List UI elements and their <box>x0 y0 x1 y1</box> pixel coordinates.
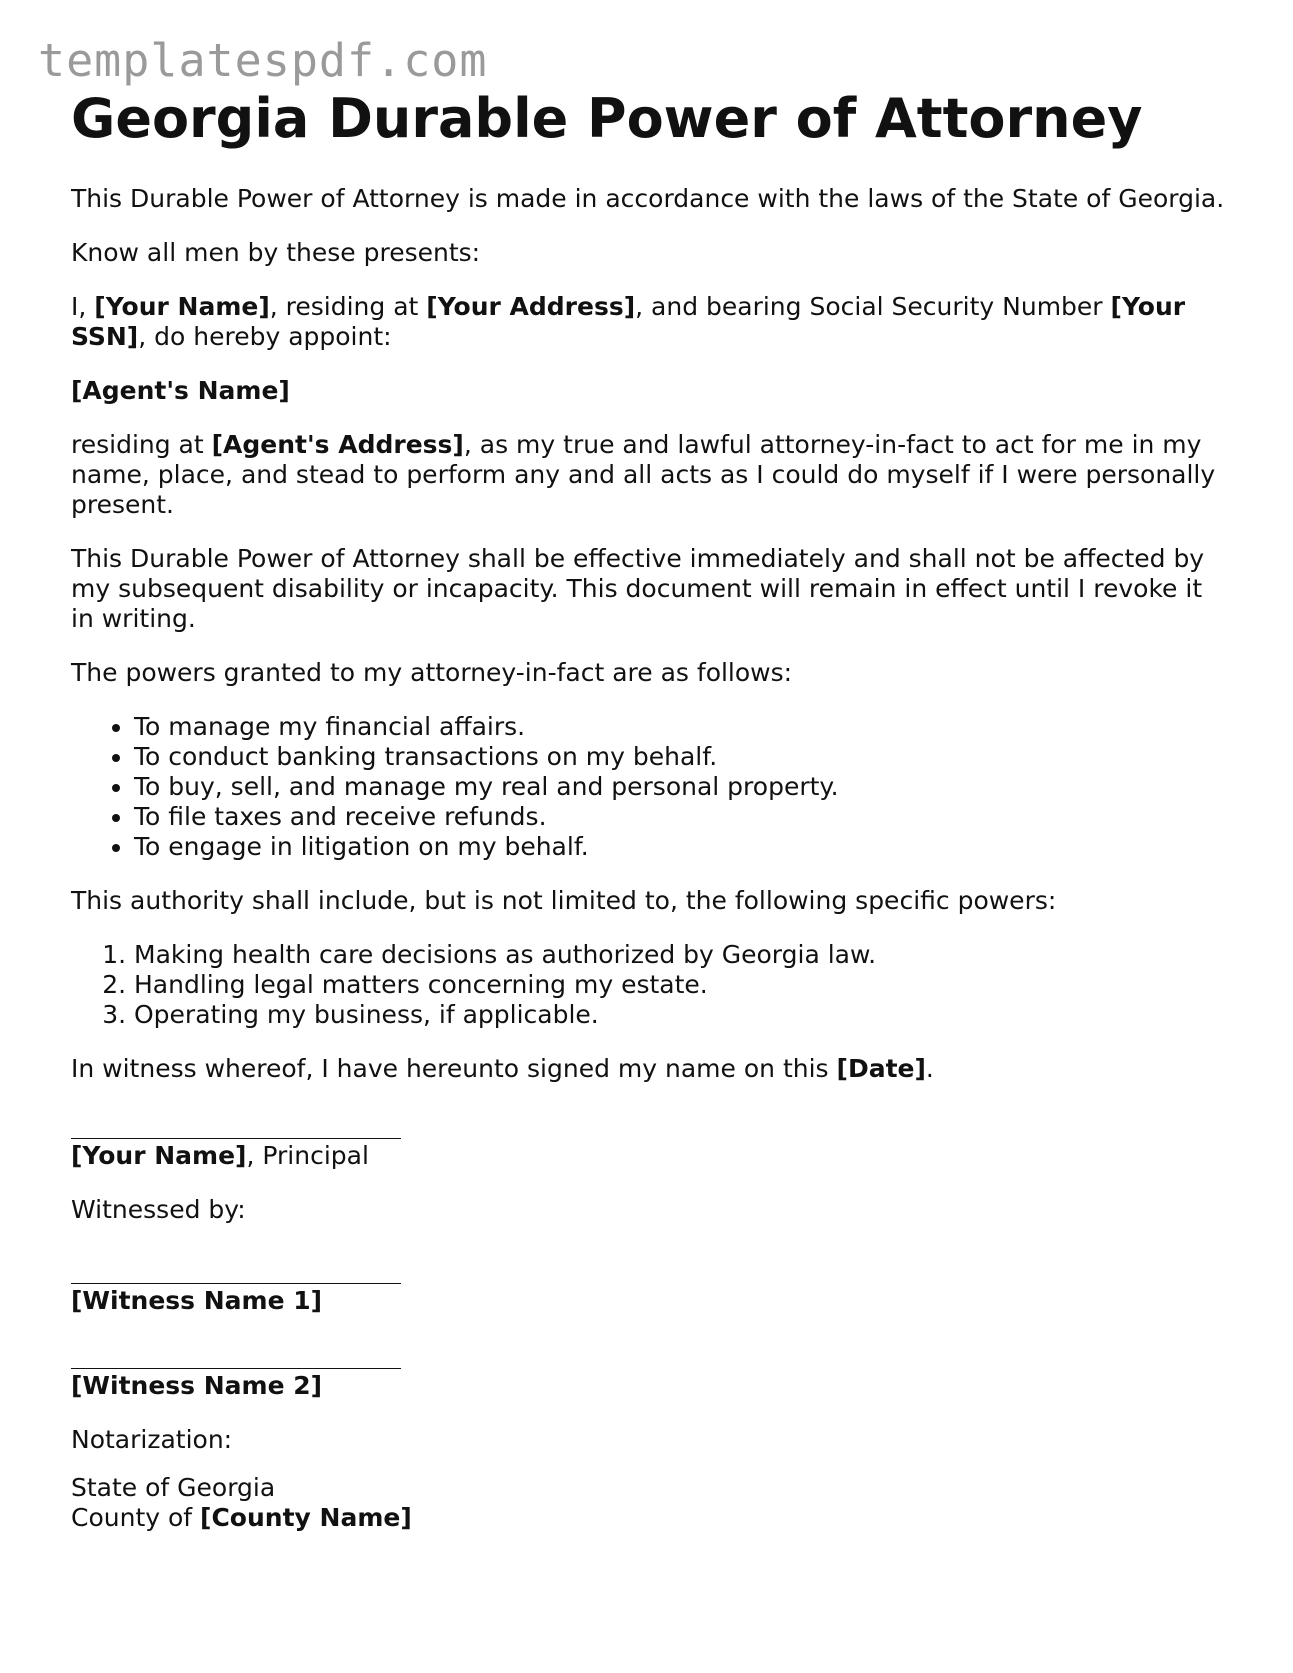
list-item: 1. Making health care decisions as authorized by Georgia law. <box>134 940 1231 970</box>
principal-name-placeholder: [Your Name] <box>71 1141 247 1171</box>
powers-intro: The powers granted to my attorney-in-fact are as follows: <box>71 658 793 688</box>
principal-signature-label <box>71 1141 1231 1171</box>
appointment-post: , do hereby appoint: <box>138 322 392 352</box>
appointment-paragraph <box>71 292 1231 352</box>
your-address-placeholder: [Your Address] <box>426 292 636 322</box>
state-line: State of Georgia <box>71 1473 276 1503</box>
witness1-name-placeholder: [Witness Name 1] <box>71 1286 323 1316</box>
list-item: • To engage in litigation on my behalf. <box>134 832 1231 862</box>
page-title: Georgia Durable Power of Attorney <box>71 87 1143 150</box>
powers-list <box>71 712 1231 862</box>
date-placeholder: [Date] <box>836 1054 926 1084</box>
appointment-pre: I, <box>71 292 95 322</box>
specific-powers-list <box>71 940 1231 1030</box>
list-item: • To conduct banking transactions on my behalf. <box>134 742 1231 772</box>
watermark: templatespdf.com <box>38 34 488 87</box>
list-item: 2. Handling legal matters concerning my estate. <box>134 970 1231 1000</box>
witness1-signature-line <box>71 1261 401 1284</box>
witness2-name-placeholder: [Witness Name 2] <box>71 1371 323 1401</box>
agent-name-placeholder: [Agent's Name] <box>71 376 290 406</box>
witness2-label <box>71 1371 1231 1401</box>
witness2-signature-line <box>71 1346 401 1369</box>
appointment-mid1: , residing at <box>269 292 427 322</box>
your-ssn-placeholder: [Your SSN] <box>71 292 1186 352</box>
witness-clause <box>71 1054 1231 1084</box>
principal-role: , Principal <box>246 1141 369 1171</box>
witness-clause-post: . <box>925 1054 934 1084</box>
county-name-placeholder: [County Name] <box>200 1503 412 1533</box>
witness1-label <box>71 1286 1231 1316</box>
county-pre: County of <box>71 1503 201 1533</box>
agent-address-placeholder: [Agent's Address] <box>211 430 464 460</box>
county-line <box>71 1503 1231 1533</box>
list-item: • To file taxes and receive refunds. <box>134 802 1231 832</box>
agent-clause-post: , as my true and lawful attorney-in-fact to act for me in my name, place, and stead to perform any and all acts as I could do myself if I were personally present. <box>71 430 1216 520</box>
effectiveness-paragraph: This Durable Power of Attorney shall be effective immediately and shall not be affected by my subsequent disability or incapacity. This document will remain in effect until I revoke it in writing. <box>71 544 1205 634</box>
intro-paragraph: This Durable Power of Attorney is made in accordance with the laws of the State of Georgia. <box>71 184 1225 214</box>
agent-clause-pre: residing at <box>71 430 212 460</box>
notarization-label: Notarization: <box>71 1425 233 1455</box>
witnessed-by-label: Witnessed by: <box>71 1195 246 1225</box>
agent-name-paragraph <box>71 376 1231 406</box>
list-item: • To buy, sell, and manage my real and personal property. <box>134 772 1231 802</box>
list-item: • To manage my financial affairs. <box>134 712 1231 742</box>
specific-powers-intro: This authority shall include, but is not limited to, the following specific powers: <box>71 886 1057 916</box>
your-name-placeholder: [Your Name] <box>94 292 270 322</box>
know-all-paragraph: Know all men by these presents: <box>71 238 481 268</box>
agent-clause-paragraph <box>71 430 1231 520</box>
list-item: 3. Operating my business, if applicable. <box>134 1000 1231 1030</box>
witness-clause-pre: In witness whereof, I have hereunto signed my name on this <box>71 1054 837 1084</box>
appointment-mid2: , and bearing Social Security Number <box>635 292 1111 322</box>
document <box>71 88 1231 1533</box>
principal-signature-line <box>71 1116 401 1139</box>
